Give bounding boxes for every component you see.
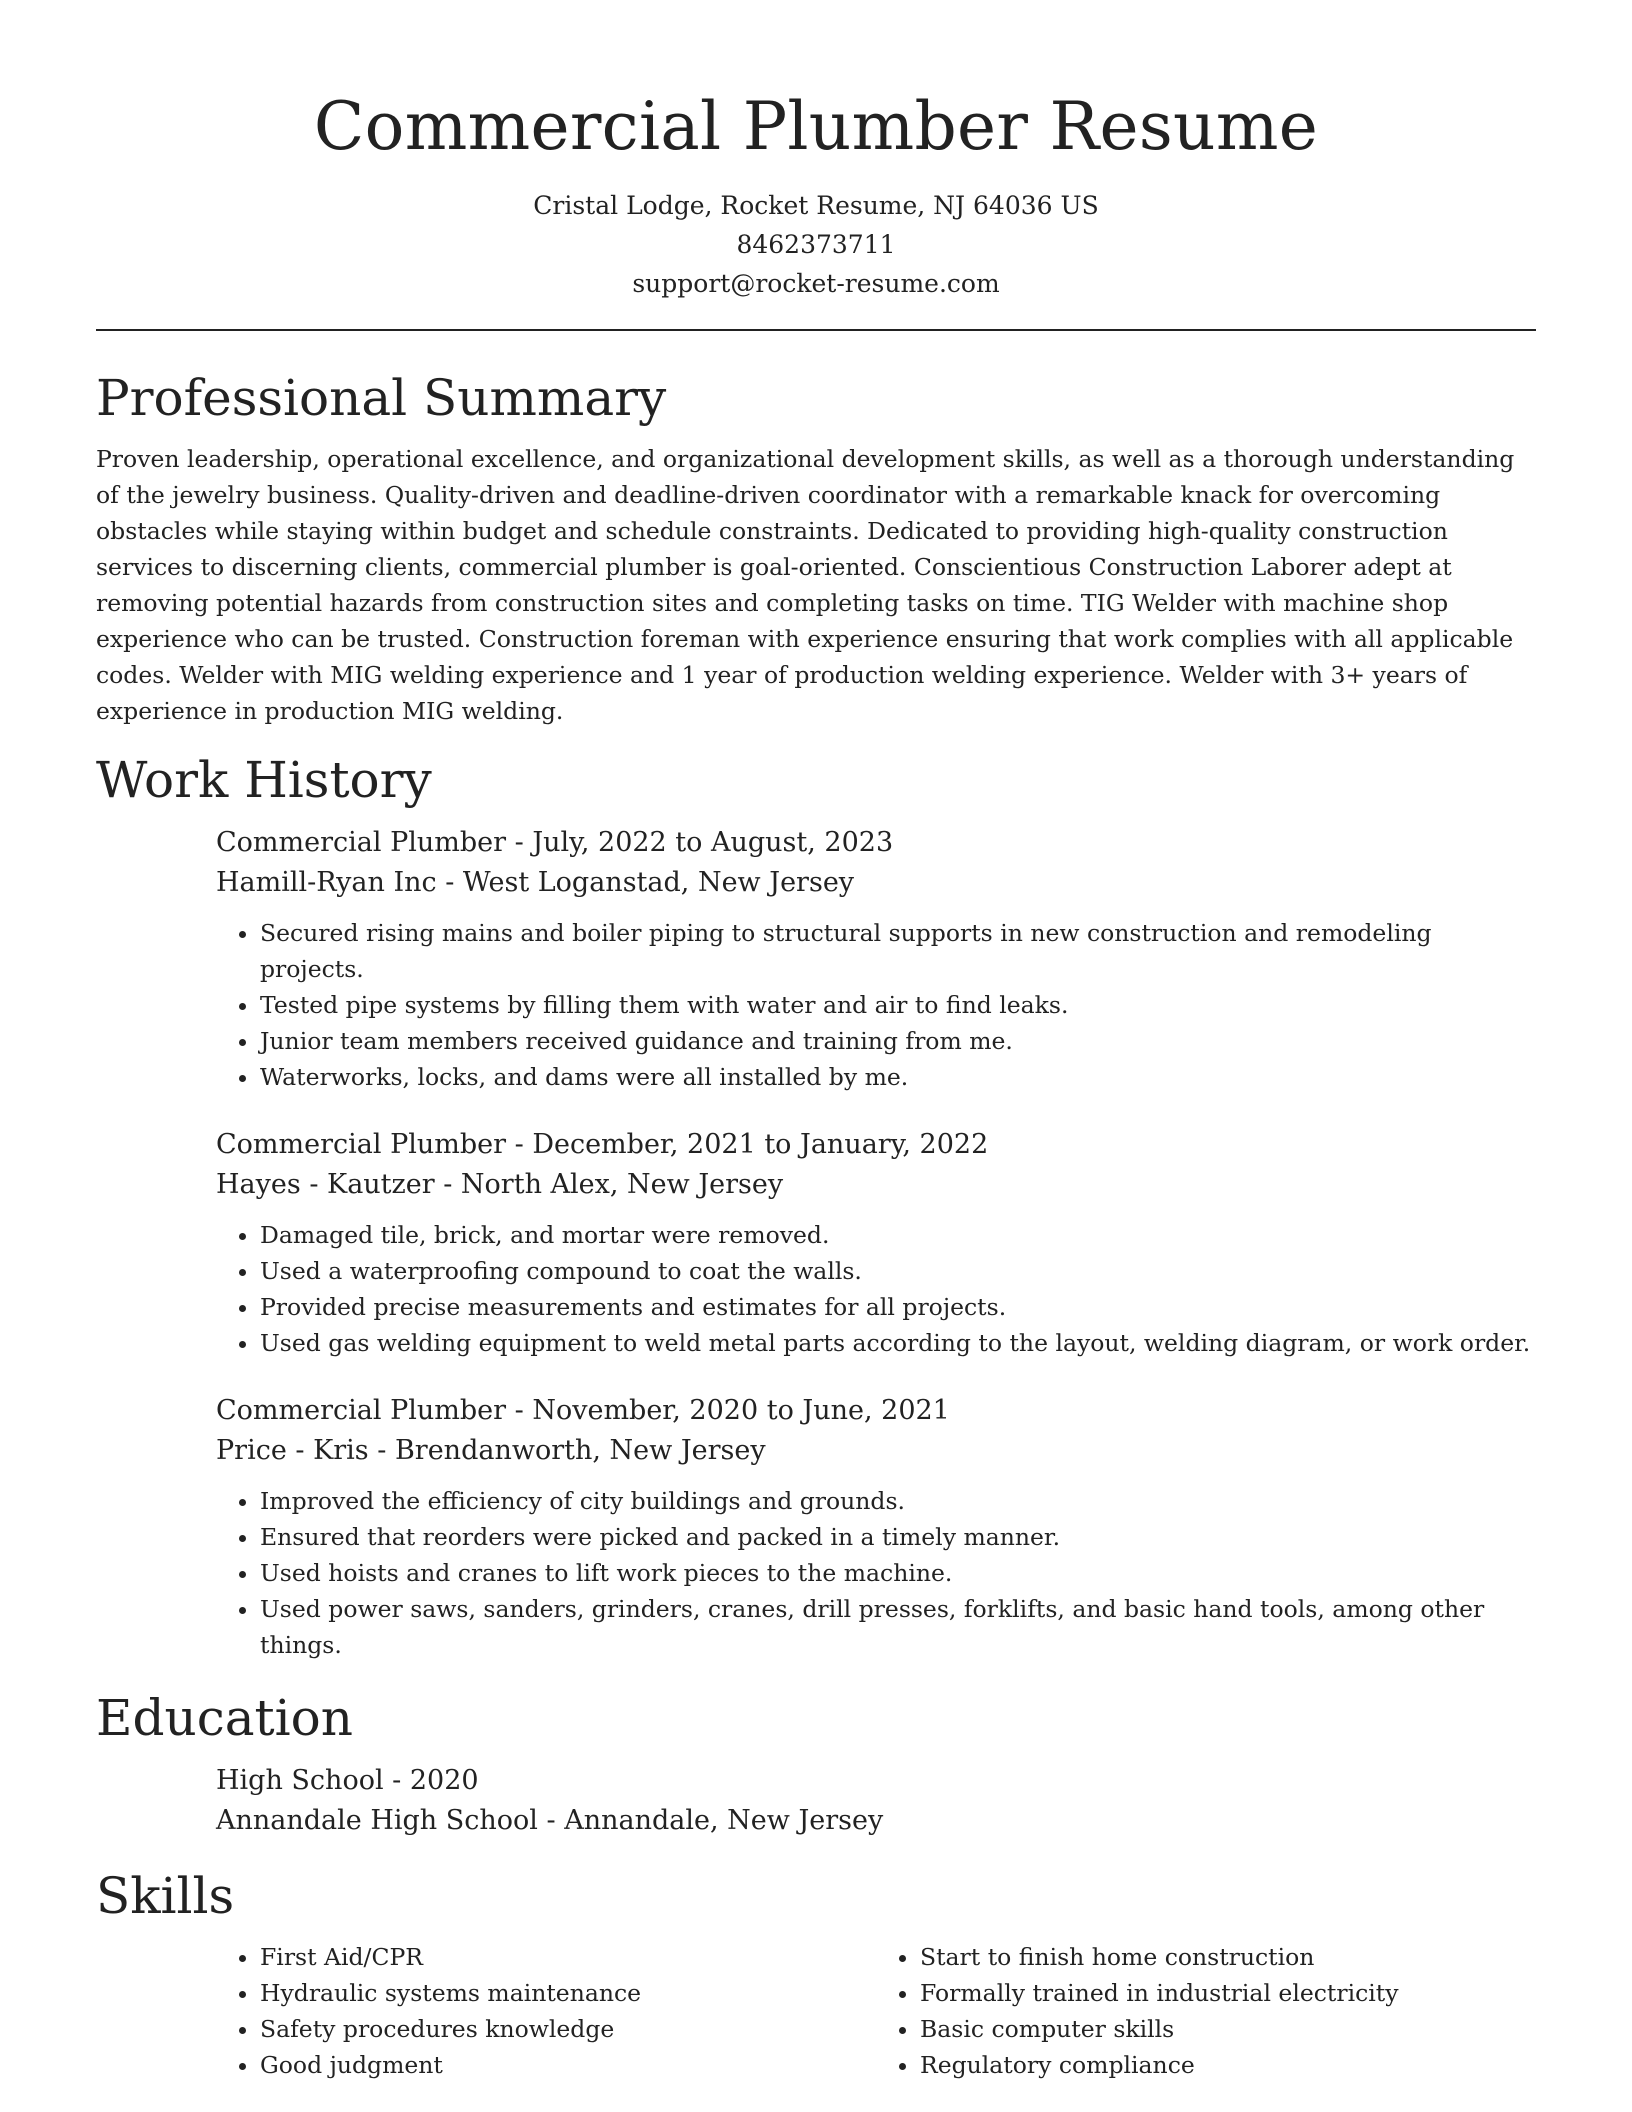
job-entry: [216, 823, 1536, 1095]
education-entry: [216, 1761, 1536, 1841]
job-entry: [216, 1391, 1536, 1663]
education-heading: Education: [96, 1689, 353, 1747]
school-name: Annandale High School: [216, 1805, 538, 1836]
resume-title: Commercial Plumber Resume: [313, 88, 1319, 165]
job-bullets: [216, 1217, 1536, 1361]
school-line: [216, 1801, 1536, 1841]
school-location: - Annandale, New Jersey: [537, 1805, 884, 1836]
job-bullets: [216, 1483, 1536, 1663]
job-company: Hayes - Kautzer: [216, 1169, 435, 1200]
job-role: Commercial Plumber: [216, 1395, 507, 1426]
skills-heading: Skills: [96, 1867, 235, 1925]
summary-section: [96, 367, 1536, 729]
list-item: • Start to finish home construction: [920, 1939, 1536, 1975]
job-bullets: [216, 915, 1536, 1095]
list-item: • Junior team members received guidance and training from me.: [260, 1023, 1536, 1059]
skills-columns: [216, 1939, 1536, 2083]
list-item: • First Aid/CPR: [260, 1939, 876, 1975]
job-company: Hamill-Ryan Inc: [216, 867, 437, 898]
list-item: • Good judgment: [260, 2047, 876, 2083]
graduation-year: - 2020: [383, 1765, 479, 1796]
job-role: Commercial Plumber: [216, 1129, 507, 1160]
list-item: • Formally trained in industrial electricity: [920, 1975, 1536, 2011]
degree-line: [216, 1761, 1536, 1801]
list-item: • Basic computer skills: [920, 2011, 1536, 2047]
list-item: • Used gas welding equipment to weld metal parts according to the layout, welding diagram, or work order.: [260, 1325, 1536, 1361]
work-section: [96, 749, 1536, 1663]
job-entry: [216, 1125, 1536, 1361]
skills-list-left: [216, 1939, 876, 2083]
list-item: • Used hoists and cranes to lift work pieces to the machine.: [260, 1555, 1536, 1591]
skills-section: [96, 1865, 1536, 2083]
job-dates: - November, 2020 to June, 2021: [506, 1395, 950, 1426]
education-section: [96, 1687, 1536, 1841]
list-item: • Damaged tile, brick, and mortar were removed.: [260, 1217, 1536, 1253]
job-location: - West Loganstad, New Jersey: [436, 867, 855, 898]
job-role: Commercial Plumber: [216, 827, 507, 858]
list-item: • Hydraulic systems maintenance: [260, 1975, 876, 2011]
degree: High School: [216, 1765, 384, 1796]
list-item: • Improved the efficiency of city buildings and grounds.: [260, 1483, 1536, 1519]
email: support@rocket-resume.com: [632, 269, 1000, 298]
summary-heading: Professional Summary: [96, 369, 667, 427]
list-item: • Waterworks, locks, and dams were all installed by me.: [260, 1059, 1536, 1095]
resume-page: [96, 0, 1536, 2083]
job-company-line: [216, 1165, 1536, 1205]
job-company-line: [216, 863, 1536, 903]
work-heading: Work History: [96, 751, 432, 809]
summary-text: Proven leadership, operational excellence, and organizational development skills, as well as a thorough understanding of the jewelry business. Quality-driven and deadline-driven coordinator with a remarkable knack for overcoming obstacles while staying within budget and schedule constraints. Dedicated to providing high-quality construction services to discerning clients, commercial plumber is goal-oriented. Conscientious Construction Laborer adept at removing potential hazards from construction sites and completing tasks on time. TIG Welder with machine shop experience who can be trusted. Construction foreman with experience ensuring that work complies with all applicable codes. Welder with MIG welding experience and 1 year of production welding experience. Welder with 3+ years of experience in production MIG welding.: [96, 445, 1515, 725]
list-item: • Provided precise measurements and estimates for all projects.: [260, 1289, 1536, 1325]
list-item: • Safety procedures knowledge: [260, 2011, 876, 2047]
phone: 8462373711: [736, 230, 896, 259]
header-divider: [96, 329, 1536, 331]
address: Cristal Lodge, Rocket Resume, NJ 64036 US: [533, 191, 1099, 220]
list-item: • Regulatory compliance: [920, 2047, 1536, 2083]
job-location: - Brendanworth, New Jersey: [368, 1435, 766, 1466]
job-dates: - July, 2022 to August, 2023: [506, 827, 894, 858]
list-item: • Tested pipe systems by filling them with water and air to find leaks.: [260, 987, 1536, 1023]
job-title-line: [216, 1125, 1536, 1165]
list-item: • Ensured that reorders were picked and packed in a timely manner.: [260, 1519, 1536, 1555]
list-item: • Secured rising mains and boiler piping to structural supports in new construction and remodeling projects.: [260, 915, 1536, 987]
skills-list-right: [876, 1939, 1536, 2083]
list-item: • Used power saws, sanders, grinders, cranes, drill presses, forklifts, and basic hand tools, among other things.: [260, 1591, 1536, 1663]
job-location: - North Alex, New Jersey: [434, 1169, 784, 1200]
job-title-line: [216, 823, 1536, 863]
job-company-line: [216, 1431, 1536, 1471]
resume-header: [96, 0, 1536, 303]
list-item: • Used a waterproofing compound to coat the walls.: [260, 1253, 1536, 1289]
job-title-line: [216, 1391, 1536, 1431]
job-company: Price - Kris: [216, 1435, 369, 1466]
contact-block: [96, 186, 1536, 303]
job-dates: - December, 2021 to January, 2022: [506, 1129, 989, 1160]
